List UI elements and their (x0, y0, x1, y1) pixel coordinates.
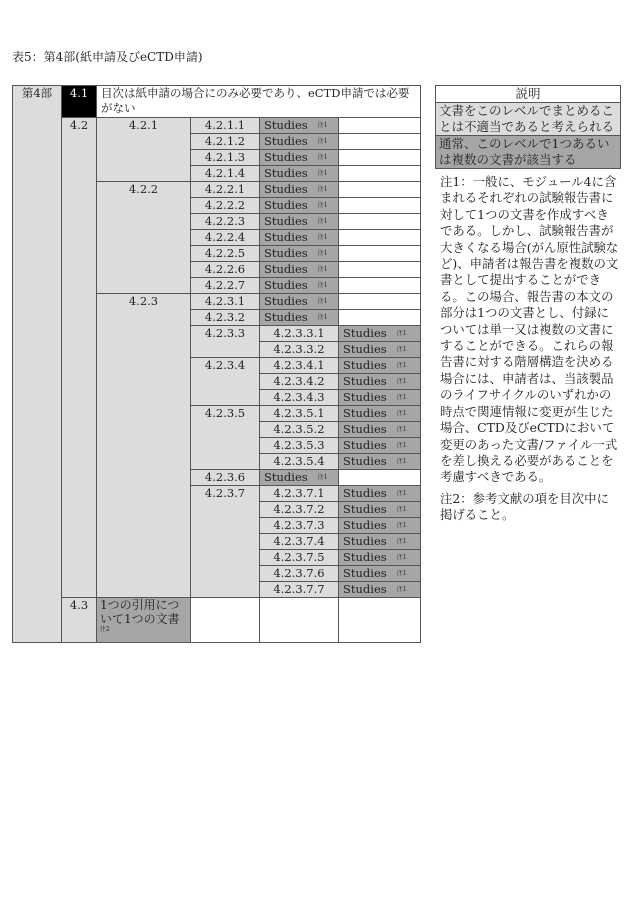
section-4.2.3.4-text: 4.2.3.4 (204, 358, 246, 372)
section-4.2.1.3 (190, 149, 260, 166)
empty-cell (338, 181, 421, 198)
note-2: 注2：参考文献の項を目次中に掲げること。 (440, 490, 609, 523)
section-4.2.3.5.2 (259, 421, 339, 438)
studies-cell (259, 181, 339, 198)
note-ref: 注1 (396, 506, 407, 513)
studies-cell (259, 309, 339, 326)
empty-cell (338, 213, 421, 230)
section-4.2.2 (96, 181, 191, 294)
note-ref: 注1 (396, 522, 407, 529)
studies-cell (259, 261, 339, 278)
section-4.2.3.3 (190, 325, 260, 358)
section-4.2.3.7.3 (259, 517, 339, 534)
studies-cell (338, 325, 421, 342)
studies-cell (259, 277, 339, 294)
studies-cell (259, 469, 339, 486)
section-4.2.3.7.3-text: 4.2.3.7.3 (273, 518, 325, 532)
note-ref: 注1 (317, 154, 328, 161)
section-4.2.3.7.5-text: 4.2.3.7.5 (273, 550, 325, 564)
studies-cell-text: Studies (264, 278, 308, 292)
legend-light: 文書をこのレベルでまとめることは不適当であると考えられる (435, 102, 621, 136)
section-4.2.3.5.4 (259, 453, 339, 470)
note-ref: 注1 (396, 394, 407, 401)
empty-cell (338, 117, 421, 134)
note-ref: 注1 (396, 378, 407, 385)
section-4-3 (61, 597, 97, 643)
section-4.2.1.1 (190, 117, 260, 134)
section-4.2.3.7 (190, 485, 260, 598)
section-4.2.1 (96, 117, 191, 182)
section-4.2.3 (96, 293, 191, 598)
note-ref: 注1 (396, 330, 407, 337)
legend-and-notes (435, 85, 621, 524)
studies-cell-text: Studies (264, 294, 308, 308)
section-4.2.3.7.1-text: 4.2.3.7.1 (273, 486, 325, 500)
section-4.2.3.2 (190, 309, 260, 326)
studies-cell (259, 245, 339, 262)
studies-cell-text: Studies (343, 582, 387, 596)
studies-cell-text: Studies (343, 358, 387, 372)
note-ref: 注1 (317, 282, 328, 289)
note-ref: 注1 (317, 234, 328, 241)
studies-cell (338, 501, 421, 518)
note-ref: 注1 (317, 170, 328, 177)
studies-cell-text: Studies (343, 454, 387, 468)
note-ref: 注1 (396, 570, 407, 577)
section-4.2.2.6-text: 4.2.2.6 (204, 262, 246, 276)
studies-cell (259, 149, 339, 166)
section-4.2.3.7.4 (259, 533, 339, 550)
empty-cell (259, 597, 339, 643)
section-4.2.3.3-text: 4.2.3.3 (204, 326, 246, 340)
studies-cell (338, 389, 421, 406)
empty-cell (338, 165, 421, 182)
section-4.2.3.5.4-text: 4.2.3.5.4 (273, 454, 325, 468)
section-4.2.3.4.2 (259, 373, 339, 390)
note-ref: 注1 (396, 426, 407, 433)
section-4.2.3.7.6 (259, 565, 339, 582)
section-4.2.1.3-text: 4.2.1.3 (204, 150, 246, 164)
section-4.2.3.1 (190, 293, 260, 310)
section-4.2.3.4.1 (259, 357, 339, 374)
section-4.2.2.3 (190, 213, 260, 230)
studies-cell-text: Studies (343, 566, 387, 580)
note-ref: 注1 (317, 138, 328, 145)
studies-cell (259, 197, 339, 214)
note-ref: 注1 (317, 298, 328, 305)
section-4.2.3.2-text: 4.2.3.2 (204, 310, 246, 324)
legend-dark: 通常、このレベルで1つあるいは複数の文書が該当する (435, 135, 621, 169)
studies-cell (338, 357, 421, 374)
section-4-2-text: 4.2 (69, 118, 89, 132)
studies-cell (338, 453, 421, 470)
section-4.2.1.2 (190, 133, 260, 150)
section-4-1-desc-text: 目次は紙申請の場合にのみ必要であり、eCTD申請では必要がない (101, 86, 410, 115)
studies-cell-text: Studies (264, 198, 308, 212)
section-4.2.3.7.7 (259, 581, 339, 598)
studies-cell-text: Studies (343, 422, 387, 436)
section-4.2.3.7.2 (259, 501, 339, 518)
section-4.2.3.5.2-text: 4.2.3.5.2 (273, 422, 325, 436)
studies-cell-text: Studies (264, 134, 308, 148)
note-ref: 注1 (396, 538, 407, 545)
section-4.2.3-text: 4.2.3 (128, 294, 159, 308)
studies-cell (338, 437, 421, 454)
section-4.2.3.3.1 (259, 325, 339, 342)
studies-cell-text: Studies (343, 438, 387, 452)
section-4.2.1.2-text: 4.2.1.2 (204, 134, 246, 148)
section-4.2.2.5 (190, 245, 260, 262)
studies-cell (338, 533, 421, 550)
section-4.2.3.5-text: 4.2.3.5 (204, 406, 246, 420)
section-4.2.1.1-text: 4.2.1.1 (204, 118, 246, 132)
section-4.2.3.1-text: 4.2.3.1 (204, 294, 246, 308)
section-4.2.2.1 (190, 181, 260, 198)
empty-cell (338, 277, 421, 294)
studies-cell-text: Studies (264, 246, 308, 260)
section-4.2.3.4 (190, 357, 260, 406)
studies-cell-text: Studies (264, 470, 308, 484)
studies-cell-text: Studies (264, 230, 308, 244)
section-4-3-desc-text: 1つの引用について1つの文書 (100, 598, 180, 626)
section-4.2.3.4.1-text: 4.2.3.4.1 (273, 358, 325, 372)
note-ref: 注1 (317, 202, 328, 209)
studies-cell (259, 117, 339, 134)
empty-cell (338, 149, 421, 166)
studies-cell (338, 549, 421, 566)
section-4.2.3.3.2-text: 4.2.3.3.2 (273, 342, 325, 356)
section-4.2.3.6 (190, 469, 260, 486)
studies-cell-text: Studies (343, 486, 387, 500)
note-ref: 注1 (396, 586, 407, 593)
studies-cell-text: Studies (264, 262, 308, 276)
section-4.2.3.7.7-text: 4.2.3.7.7 (273, 582, 325, 596)
studies-cell-text: Studies (264, 214, 308, 228)
studies-cell-text: Studies (343, 518, 387, 532)
section-4.2.3.7.6-text: 4.2.3.7.6 (273, 566, 325, 580)
section-4.2.3.7.1 (259, 485, 339, 502)
studies-cell-text: Studies (343, 326, 387, 340)
studies-cell (259, 165, 339, 182)
section-4.2.2-text: 4.2.2 (128, 182, 159, 196)
studies-cell (338, 485, 421, 502)
note-ref: 注1 (317, 250, 328, 257)
studies-cell-text: Studies (343, 534, 387, 548)
studies-cell-text: Studies (264, 118, 308, 132)
note-ref: 注1 (317, 218, 328, 225)
section-4.2.2.2-text: 4.2.2.2 (204, 198, 246, 212)
section-4.2.3.4.3 (259, 389, 339, 406)
legend-header: 説明 (435, 85, 621, 103)
section-4.2.3.3.2 (259, 341, 339, 358)
section-4.2.1.4 (190, 165, 260, 182)
section-4.2.3.5 (190, 405, 260, 470)
studies-cell (338, 581, 421, 598)
studies-cell (338, 421, 421, 438)
studies-cell-text: Studies (264, 166, 308, 180)
section-4.2.3.7.5 (259, 549, 339, 566)
studies-cell-text: Studies (343, 550, 387, 564)
empty-cell (338, 197, 421, 214)
note-ref: 注1 (396, 362, 407, 369)
section-4-1 (61, 85, 97, 118)
note-ref: 注1 (317, 186, 328, 193)
note-ref: 注1 (396, 410, 407, 417)
note-ref: 注1 (317, 474, 328, 481)
studies-cell-text: Studies (264, 150, 308, 164)
note-1: 注1：一般に、モジュール4に含まれるそれぞれの試験報告書に対して1つの文書を作成すべきである。しかし、試験報告書が大きくなる場合(がん原性試験など)、申請者は報告書を複数の文書として提出することができる。この場合、報告書の本文の部分は1つの文書とし、付録については単一又は複数の文書にすることができる。これらの報告書に対する階層構造を決める場合には、申請者は、当該製品のライフサイクルのいずれかの時点で関連情報に変更が生じた場合、CTD及びeCTDにおいて変更のあった文書/ファイル一式を差し換える必要があることを考慮すべきである。 (440, 174, 619, 485)
note-ref: 注1 (396, 458, 407, 465)
section-4.2.3.5.3-text: 4.2.3.5.3 (273, 438, 325, 452)
section-4-1-text: 4.1 (69, 86, 89, 100)
section-4.2.3.5.3 (259, 437, 339, 454)
studies-cell-text: Studies (343, 502, 387, 516)
studies-cell-text: Studies (343, 342, 387, 356)
empty-cell (338, 261, 421, 278)
table-title: 表5：第4部(紙申請及びeCTD申請) (12, 50, 203, 64)
studies-cell (338, 517, 421, 534)
section-4-2 (61, 117, 97, 598)
studies-cell-text: Studies (343, 374, 387, 388)
section-4.2.2.6 (190, 261, 260, 278)
empty-cell (338, 133, 421, 150)
section-4.2.2.7 (190, 277, 260, 294)
studies-cell (259, 229, 339, 246)
part-label (12, 85, 62, 643)
section-4.2.2.4-text: 4.2.2.4 (204, 230, 246, 244)
studies-cell (259, 213, 339, 230)
section-4.2.3.4.3-text: 4.2.3.4.3 (273, 390, 325, 404)
studies-cell (338, 405, 421, 422)
note-ref: 注2 (100, 626, 110, 633)
studies-cell-text: Studies (264, 182, 308, 196)
empty-cell (338, 293, 421, 310)
section-4.2.3.7-text: 4.2.3.7 (204, 486, 246, 500)
section-4.2.3.4.2-text: 4.2.3.4.2 (273, 374, 325, 388)
note-ref: 注1 (317, 314, 328, 321)
part-label-text: 第4部 (21, 86, 53, 100)
section-4.2.2.3-text: 4.2.2.3 (204, 214, 246, 228)
studies-cell-text: Studies (264, 310, 308, 324)
section-4.2.3.5.1-text: 4.2.3.5.1 (273, 406, 325, 420)
section-4.2.3.6-text: 4.2.3.6 (204, 470, 246, 484)
section-4.2.3.3.1-text: 4.2.3.3.1 (273, 326, 325, 340)
studies-cell (338, 373, 421, 390)
section-4.2.1.4-text: 4.2.1.4 (204, 166, 246, 180)
section-4.2.3.5.1 (259, 405, 339, 422)
empty-cell (338, 469, 421, 486)
studies-cell-text: Studies (343, 390, 387, 404)
section-4-3-text: 4.3 (69, 598, 89, 612)
studies-cell (259, 133, 339, 150)
section-4.2.2.1-text: 4.2.2.1 (204, 182, 246, 196)
section-4.2.2.2 (190, 197, 260, 214)
studies-cell (338, 341, 421, 358)
note-ref: 注1 (396, 442, 407, 449)
empty-cell (338, 245, 421, 262)
empty-cell (338, 309, 421, 326)
section-4.2.2.7-text: 4.2.2.7 (204, 278, 246, 292)
studies-cell (338, 565, 421, 582)
note-ref: 注1 (396, 490, 407, 497)
section-4.2.1-text: 4.2.1 (128, 118, 159, 132)
note-ref: 注1 (317, 266, 328, 273)
note-ref: 注1 (396, 346, 407, 353)
section-4.2.3.7.2-text: 4.2.3.7.2 (273, 502, 325, 516)
section-4-1-desc (96, 85, 421, 118)
empty-cell (190, 597, 260, 643)
studies-cell (259, 293, 339, 310)
section-4.2.2.4 (190, 229, 260, 246)
section-4.2.2.5-text: 4.2.2.5 (204, 246, 246, 260)
studies-cell-text: Studies (343, 406, 387, 420)
empty-cell (338, 597, 421, 643)
section-4.2.3.7.4-text: 4.2.3.7.4 (273, 534, 325, 548)
note-ref: 注1 (396, 554, 407, 561)
note-ref: 注1 (317, 122, 328, 129)
empty-cell (338, 229, 421, 246)
section-4-3-desc (96, 597, 191, 643)
